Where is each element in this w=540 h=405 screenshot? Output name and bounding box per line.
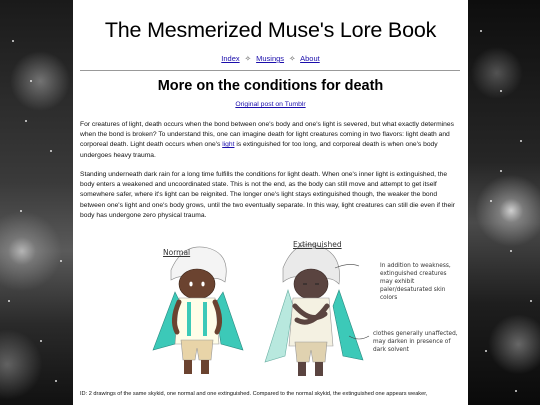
image-description: ID: 2 drawings of the same skykid, one normal and one extinguished. Compared to the normal skykid, the extinguished one appears weaker,	[80, 391, 428, 397]
star-speck	[500, 170, 502, 172]
light-link[interactable]: light	[222, 141, 235, 149]
star-speck	[30, 80, 32, 82]
skykid-illustration	[113, 232, 413, 382]
site-title: The Mesmerized Muse's Lore Book	[104, 18, 437, 42]
starry-background-right	[468, 0, 540, 405]
figure-label-normal: Normal	[163, 248, 191, 257]
star-speck	[25, 120, 27, 122]
original-post-line	[73, 101, 468, 108]
paragraph-1-text-a: For creatures of light, death occurs when the bond between one's body and one's light is severed, but what exactly determines when the bond is broken? To understand this, one can imagine death for light creatures coming in two flavors: light death and corporeal death. Light death occurs when one's	[80, 121, 454, 149]
star-speck	[530, 300, 532, 302]
figure-note-extinguished: In addition to weakness, extinguished creatures may exhibit paler/desaturated skin colors	[380, 263, 451, 301]
nav-index-link[interactable]: Index	[221, 54, 240, 63]
original-post-link[interactable]: Original post on Tumblr	[235, 101, 306, 108]
nav-separator: ✧	[289, 54, 296, 63]
star-speck	[12, 40, 14, 42]
nav-about-link[interactable]: About	[300, 54, 320, 63]
normal-skykid-drawing	[153, 247, 243, 374]
nav-separator: ✧	[244, 54, 252, 63]
extinguished-skykid-drawing	[265, 244, 369, 376]
star-speck	[490, 200, 492, 202]
star-speck	[500, 90, 502, 92]
star-speck	[55, 380, 57, 382]
star-speck	[50, 150, 52, 152]
star-speck	[60, 260, 62, 262]
star-speck	[485, 350, 487, 352]
content-page	[73, 0, 468, 405]
star-speck	[20, 210, 22, 212]
star-speck	[510, 250, 512, 252]
star-speck	[8, 300, 10, 302]
paragraph-2: Standing underneath dark rain for a long time fulfills the conditions for light death. When one's inner light is extinguished, the body enters a weakened and uncoordinated state. This is not the end, as the body can still move and attempt to get itself somewhere safer, where it's light can be reignited. The longer one's light stays extinguished though, the weaker the bond between one's light and one's body grows, until the two eventually separate. In this way, light creatures can still die even if their body has undergone zero physical trauma.	[80, 171, 455, 219]
divider	[80, 70, 460, 71]
star-speck	[520, 140, 522, 142]
nav-musings-link[interactable]: Musings	[256, 54, 285, 63]
post-title: More on the conditions for death	[157, 78, 384, 94]
star-speck	[40, 340, 42, 342]
paragraph-1-text-b: is extinguished for too long, and corporeal death is when one's body undergoes heavy trauma.	[80, 141, 438, 159]
star-speck	[515, 390, 517, 392]
star-speck	[480, 30, 482, 32]
site-nav	[73, 54, 468, 63]
figure-note-clothes: clothes generally unaffected, may darken in presence of dark solvent	[373, 331, 458, 353]
paragraph-1	[80, 120, 461, 161]
starry-background-left	[0, 0, 73, 405]
figure-label-extinguished: Extinguished	[293, 240, 342, 249]
